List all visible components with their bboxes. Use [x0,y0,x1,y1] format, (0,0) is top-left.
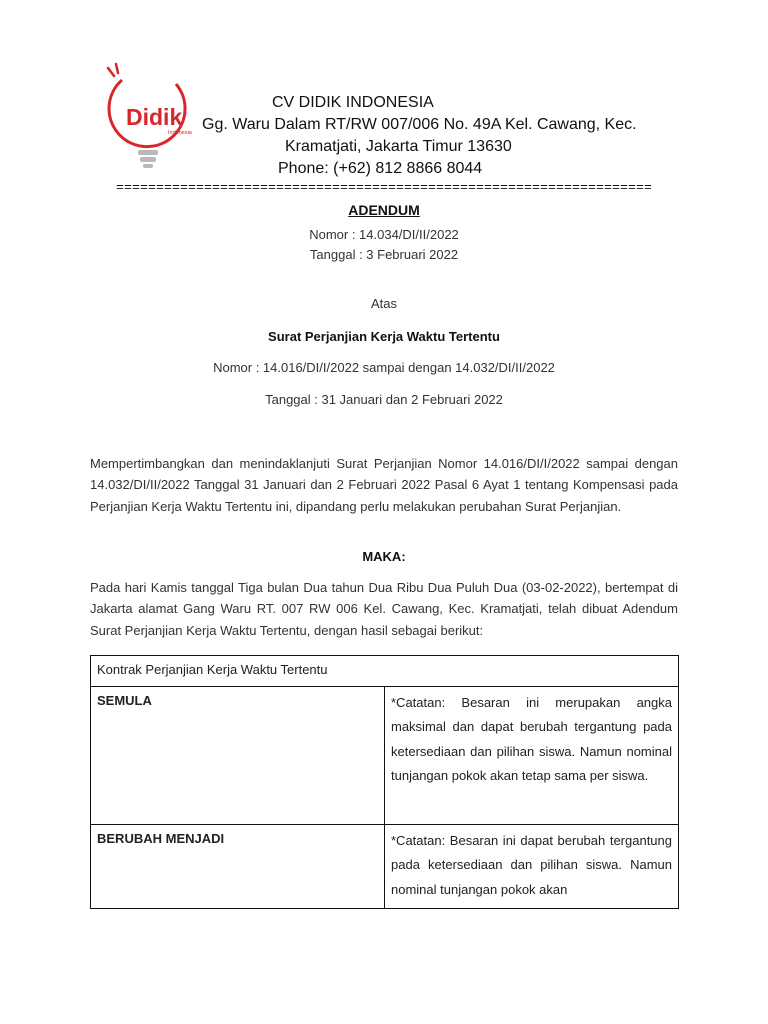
considering-paragraph: Mempertimbangkan dan menindaklanjuti Surat Perjanjian Nomor 14.016/DI/I/2022 sampai dengan 14.032/DI/II/2022 Tanggal 31 Januari dan 2 Februari 2022 Pasal 6 Ayat 1 tentang Kompensasi pada Perjanjian Kerja Waktu Tertentu ini, dipandang perlu melakukan perubahan Surat Perjanjian. [90,456,678,514]
row-label-berubah: BERUBAH MENJADI [91,825,385,909]
document-date: Tanggal : 3 Februari 2022 [309,247,459,262]
company-phone: Phone: (+62) 812 8866 8044 [278,160,483,177]
document-title: ADENDUM [348,202,420,218]
header-separator: =================================================================== [115,180,653,195]
company-name: CV DIDIK INDONESIA [272,94,434,111]
company-address-line1: Gg. Waru Dalam RT/RW 007/006 No. 49A Kel. Cawang, Kec. [202,116,637,133]
reference-number: Nomor : 14.016/DI/I/2022 sampai dengan 14.032/DI/II/2022 [213,360,555,375]
atas-label: Atas [370,296,397,311]
agreement-paragraph: Pada hari Kamis tanggal Tiga bulan Dua tahun Dua Ribu Dua Puluh Dua (03-02-2022), bertempat di Jakarta alamat Gang Waru RT. 007 RW 006 Kel. Cawang, Kec. Kramatjati, telah dibuat Adendum Surat Perjanjian Kerja Waktu Tertentu, dengan hasil sebagai berikut: [90,580,678,638]
contract-table [90,655,679,909]
logo-text: Didik [126,104,183,130]
row-note-semula: *Catatan: Besaran ini merupakan angka maksimal dan dapat berubah tergantung pada ketersediaan dan pilihan siswa. Namun nominal tunjangan pokok akan tetap sama per siswa. [385,687,679,825]
table-row [91,825,679,909]
row-label-semula: SEMULA [91,687,385,825]
document-number: Nomor : 14.034/DI/II/2022 [309,227,459,242]
table-row [91,687,679,825]
company-logo [102,62,198,172]
company-address-line2: Kramatjati, Jakarta Timur 13630 [285,138,512,155]
row-note-berubah: *Catatan: Besaran ini dapat berubah tergantung pada ketersediaan dan pilihan siswa. Namun nominal tunjangan pokok akan [385,825,679,909]
table-header: Kontrak Perjanjian Kerja Waktu Tertentu [91,656,679,687]
table-header-row [91,656,679,687]
maka-heading: MAKA: [362,549,406,564]
agreement-subject: Surat Perjanjian Kerja Waktu Tertentu [268,329,500,344]
reference-date: Tanggal : 31 Januari dan 2 Februari 2022 [265,392,503,407]
logo-subtext: Indonesia [168,130,192,136]
